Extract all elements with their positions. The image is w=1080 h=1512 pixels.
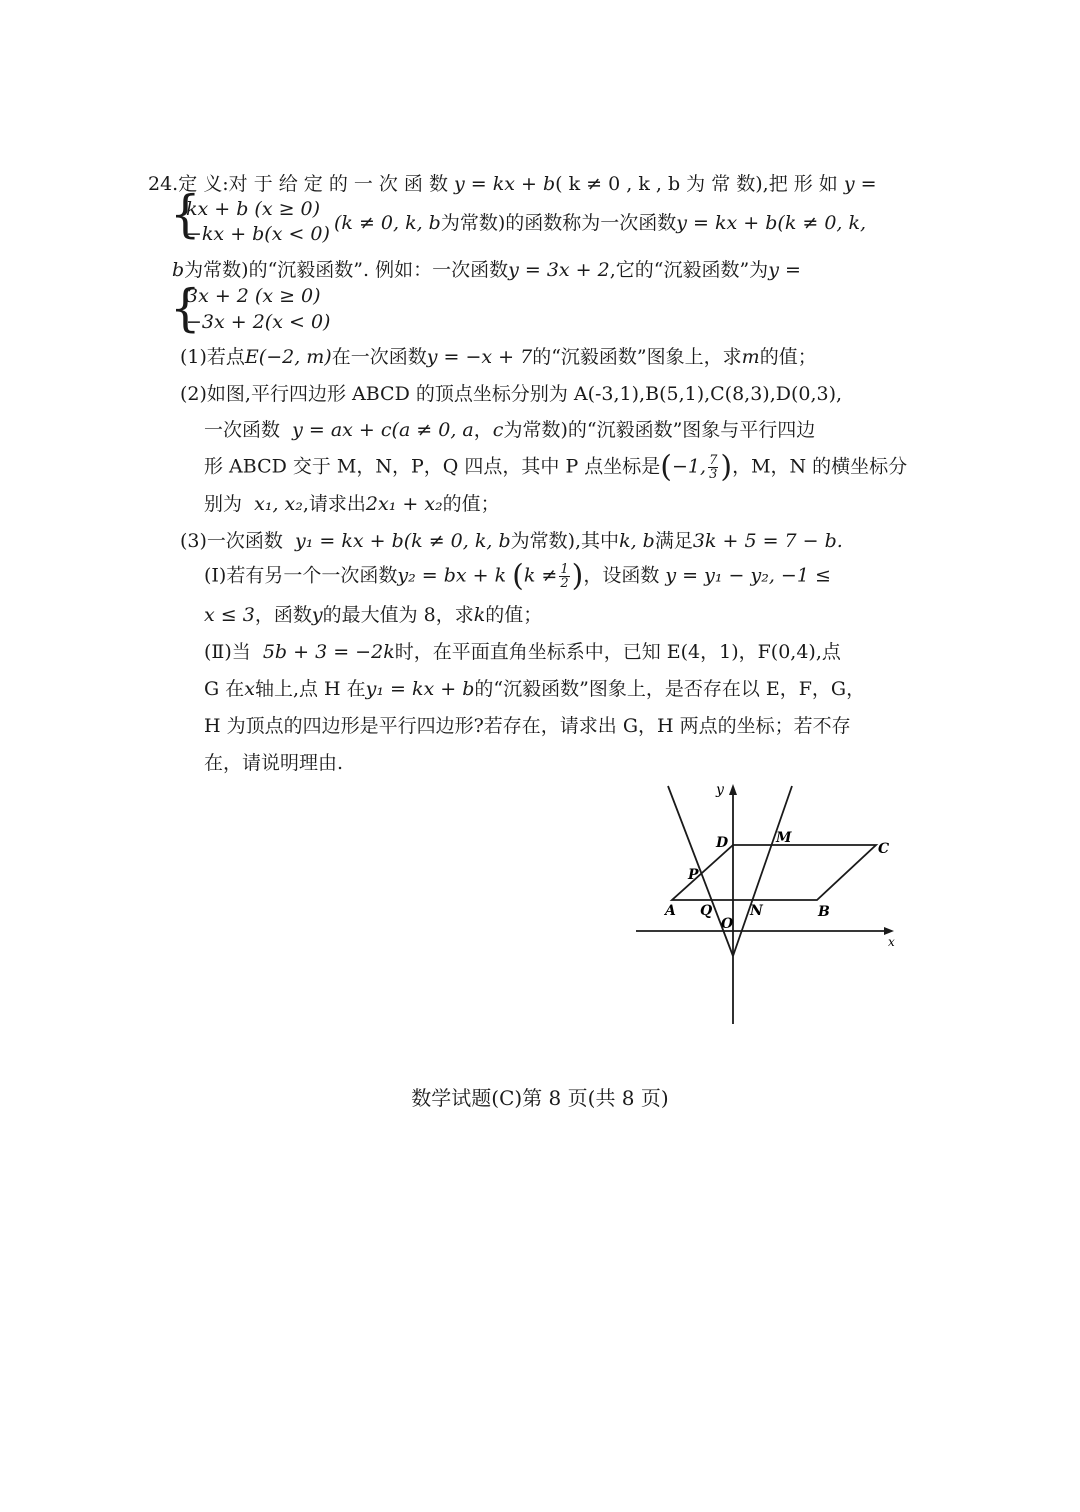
part-2-line-4: 别为 x₁, x₂,请求出2x₁ + x₂的值； bbox=[204, 493, 500, 515]
label-P: P bbox=[688, 867, 699, 883]
label-D: D bbox=[716, 835, 729, 851]
part-2-line-1: (2)如图,平行四边形 ABCD 的顶点坐标分别为 A(-3,1),B(5,1),C(8,3),D(0,3), bbox=[180, 383, 843, 405]
parallelogram-abcd bbox=[672, 845, 876, 900]
part-3-sub-1-line-1: (Ⅰ)若有另一个一次函数y₂ = bx + k (k ≠ $\frac{1}{2}$ )，设函数 y = y₁ − y₂, −1 ≤ bbox=[204, 558, 831, 594]
definition-line-3: b为常数)的“沉毅函数”. 例如：一次函数y = 3x + 2,它的“沉毅函数”为y = bbox=[172, 259, 801, 281]
piecewise-case-1: kx + b (x ≥ 0) bbox=[186, 198, 321, 220]
y-axis-arrow-icon bbox=[729, 784, 737, 795]
page-footer: 数学试题(C)第 8 页(共 8 页) bbox=[411, 1086, 669, 1110]
part-2-line-3: 形 ABCD 交于 M，N，P，Q 四点，其中 P 点坐标是(−1, $\frac{7}{3}$ )，M，N 的横坐标分 bbox=[204, 449, 908, 485]
label-M: M bbox=[776, 830, 792, 846]
problem-number: 24. bbox=[148, 173, 179, 195]
part-3-sub-2-line-1: (Ⅱ)当 5b + 3 = −2k时，在平面直角坐标系中，已知 E(4，1)，F(0,4),点 bbox=[204, 641, 841, 663]
piecewise-brace: { bbox=[170, 184, 201, 244]
label-C: C bbox=[878, 841, 890, 857]
part-3-sub-1-line-2: x ≤ 3，函数y的最大值为 8，求k的值； bbox=[204, 604, 543, 626]
piecewise-case-2: −kx + b(x < 0) bbox=[186, 223, 330, 245]
label-y: y bbox=[716, 782, 724, 798]
part-3-sub-2-line-3: H 为顶点的四边形是平行四边形?若存在，请求出 G，H 两点的坐标；若不存 bbox=[204, 715, 851, 737]
example-case-2: −3x + 2(x < 0) bbox=[186, 311, 331, 333]
x-axis-arrow-icon bbox=[884, 927, 894, 935]
label-B: B bbox=[818, 904, 830, 920]
part-3-sub-2-line-2: G 在x轴上,点 H 在y₁ = kx + b的“沉毅函数”图象上，是否存在以 E，F，G， bbox=[204, 678, 866, 700]
parallelogram-figure bbox=[632, 778, 902, 1028]
example-brace: { bbox=[170, 278, 201, 338]
fraction-seven-thirds: $\frac{7}{3}$ bbox=[709, 453, 718, 482]
label-O: O bbox=[721, 916, 734, 932]
part-2-line-2: 一次函数 y = ax + c(a ≠ 0, a，c为常数)的“沉毅函数”图象与平行四边 bbox=[204, 419, 816, 441]
label-Q: Q bbox=[700, 903, 713, 919]
part-3-sub-2-line-4: 在，请说明理由. bbox=[204, 752, 344, 774]
definition-line-2: (k ≠ 0, k, b为常数)的函数称为一次函数y = kx + b(k ≠ 0, k, bbox=[334, 212, 867, 234]
label-N: N bbox=[750, 903, 763, 919]
label-A: A bbox=[665, 903, 676, 919]
part-1: (1)若点E(−2, m)在一次函数y = −x + 7的“沉毅函数”图象上，求m的值； bbox=[180, 346, 817, 368]
part-3-line-1: (3)一次函数 y₁ = kx + b(k ≠ 0, k, b为常数),其中k, b满足3k + 5 = 7 − b. bbox=[180, 530, 843, 552]
label-x: x bbox=[888, 935, 895, 949]
example-case-1: 3x + 2 (x ≥ 0) bbox=[186, 285, 321, 307]
fraction-one-half: $\frac{1}{2}$ bbox=[560, 562, 569, 591]
definition-line-1: 24.定 义:对 于 给 定 的 一 次 函 数 y = kx + b( k ≠ 0 , k , b 为 常 数),把 形 如 y = bbox=[148, 173, 877, 195]
